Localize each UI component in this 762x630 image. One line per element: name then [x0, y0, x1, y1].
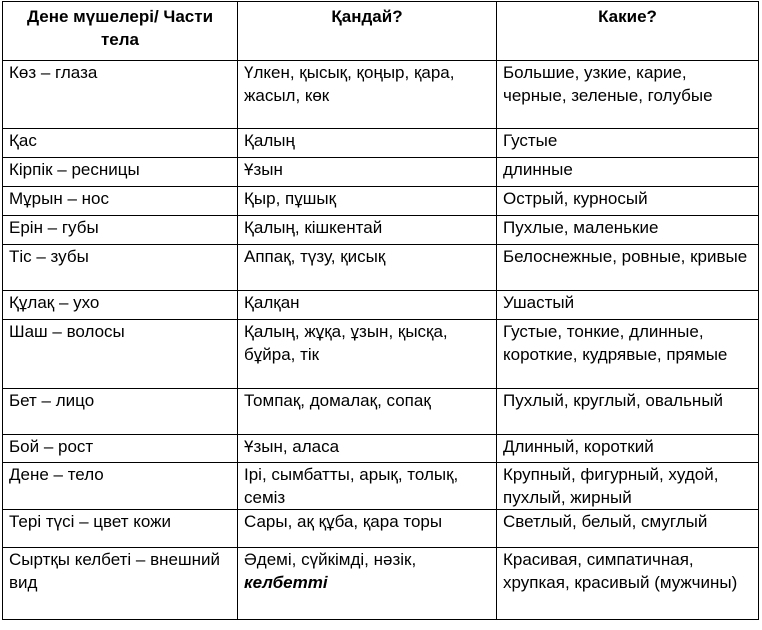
body-part-cell: Ерін – губы [3, 216, 238, 245]
kazakh-adjectives-cell: Қалың [238, 129, 497, 158]
table-row [3, 389, 759, 435]
table-row [3, 510, 759, 548]
body-part-cell: Бет – лицо [3, 389, 238, 435]
table-row [3, 187, 759, 216]
russian-adjectives-cell: Пухлый, круглый, овальный [497, 389, 759, 435]
kazakh-emphasis-word: келбетті [244, 572, 328, 592]
vocabulary-table [2, 1, 759, 620]
kazakh-adjectives-cell: Қалың, кішкентай [238, 216, 497, 245]
kazakh-adjectives-cell: Ұзын [238, 158, 497, 187]
kazakh-adjectives-cell [238, 548, 497, 620]
kazakh-adjectives-cell: Ұзын, аласа [238, 435, 497, 463]
russian-adjectives-cell: Пухлые, маленькие [497, 216, 759, 245]
kazakh-adjectives-cell: Үлкен, қысық, қоңыр, қара, жасыл, көк [238, 61, 497, 129]
table-row [3, 129, 759, 158]
body-part-cell: Шаш – волосы [3, 320, 238, 389]
kazakh-adjectives-cell: Томпақ, домалақ, сопақ [238, 389, 497, 435]
kazakh-adjectives-cell: Аппақ, түзу, қисық [238, 245, 497, 291]
russian-adjectives-cell: Светлый, белый, смуглый [497, 510, 759, 548]
russian-adjectives-cell: Длинный, короткий [497, 435, 759, 463]
body-part-cell: Дене – тело [3, 463, 238, 510]
russian-adjectives-cell: длинные [497, 158, 759, 187]
body-part-cell: Тіс – зубы [3, 245, 238, 291]
body-part-cell: Бой – рост [3, 435, 238, 463]
russian-adjectives-cell: Крупный, фигурный, худой, пухлый, жирный [497, 463, 759, 510]
header-kazakh-question: Қандай? [238, 2, 497, 61]
kazakh-adjectives-cell: Қалың, жұқа, ұзын, қысқа, бұйра, тік [238, 320, 497, 389]
header-russian-question: Какие? [497, 2, 759, 61]
table-row [3, 158, 759, 187]
kazakh-adjectives-cell: Ірі, сымбатты, арық, толық, семіз [238, 463, 497, 510]
body-part-cell: Құлақ – ухо [3, 291, 238, 320]
kazakh-adjectives-cell: Қыр, пұшық [238, 187, 497, 216]
russian-adjectives-cell: Густые [497, 129, 759, 158]
russian-adjectives-cell: Красивая, симпатичная, хрупкая, красивый (мужчины) [497, 548, 759, 620]
table-row [3, 463, 759, 510]
russian-adjectives-cell: Ушастый [497, 291, 759, 320]
table-row [3, 548, 759, 620]
body-part-cell: Қас [3, 129, 238, 158]
russian-adjectives-cell: Густые, тонкие, длинные, короткие, кудрявые, прямые [497, 320, 759, 389]
kazakh-adjectives-text: Әдемі, сүйкімді, нәзік, [244, 550, 417, 569]
body-part-cell: Сыртқы келбеті – внешний вид [3, 548, 238, 620]
russian-adjectives-cell: Большие, узкие, карие, черные, зеленые, голубые [497, 61, 759, 129]
table-row [3, 435, 759, 463]
header-row [3, 2, 759, 61]
header-body-parts: Дене мүшелері/ Части тела [3, 2, 238, 61]
table-row [3, 320, 759, 389]
table-row [3, 291, 759, 320]
russian-adjectives-cell: Белоснежные, ровные, кривые [497, 245, 759, 291]
body-part-cell: Көз – глаза [3, 61, 238, 129]
kazakh-adjectives-cell: Қалқан [238, 291, 497, 320]
body-part-cell: Мұрын – нос [3, 187, 238, 216]
table-row [3, 216, 759, 245]
body-part-cell: Тері түсі – цвет кожи [3, 510, 238, 548]
table-row [3, 61, 759, 129]
body-part-cell: Кірпік – ресницы [3, 158, 238, 187]
russian-adjectives-cell: Острый, курносый [497, 187, 759, 216]
table-row [3, 245, 759, 291]
kazakh-adjectives-cell: Сары, ақ құба, қара торы [238, 510, 497, 548]
